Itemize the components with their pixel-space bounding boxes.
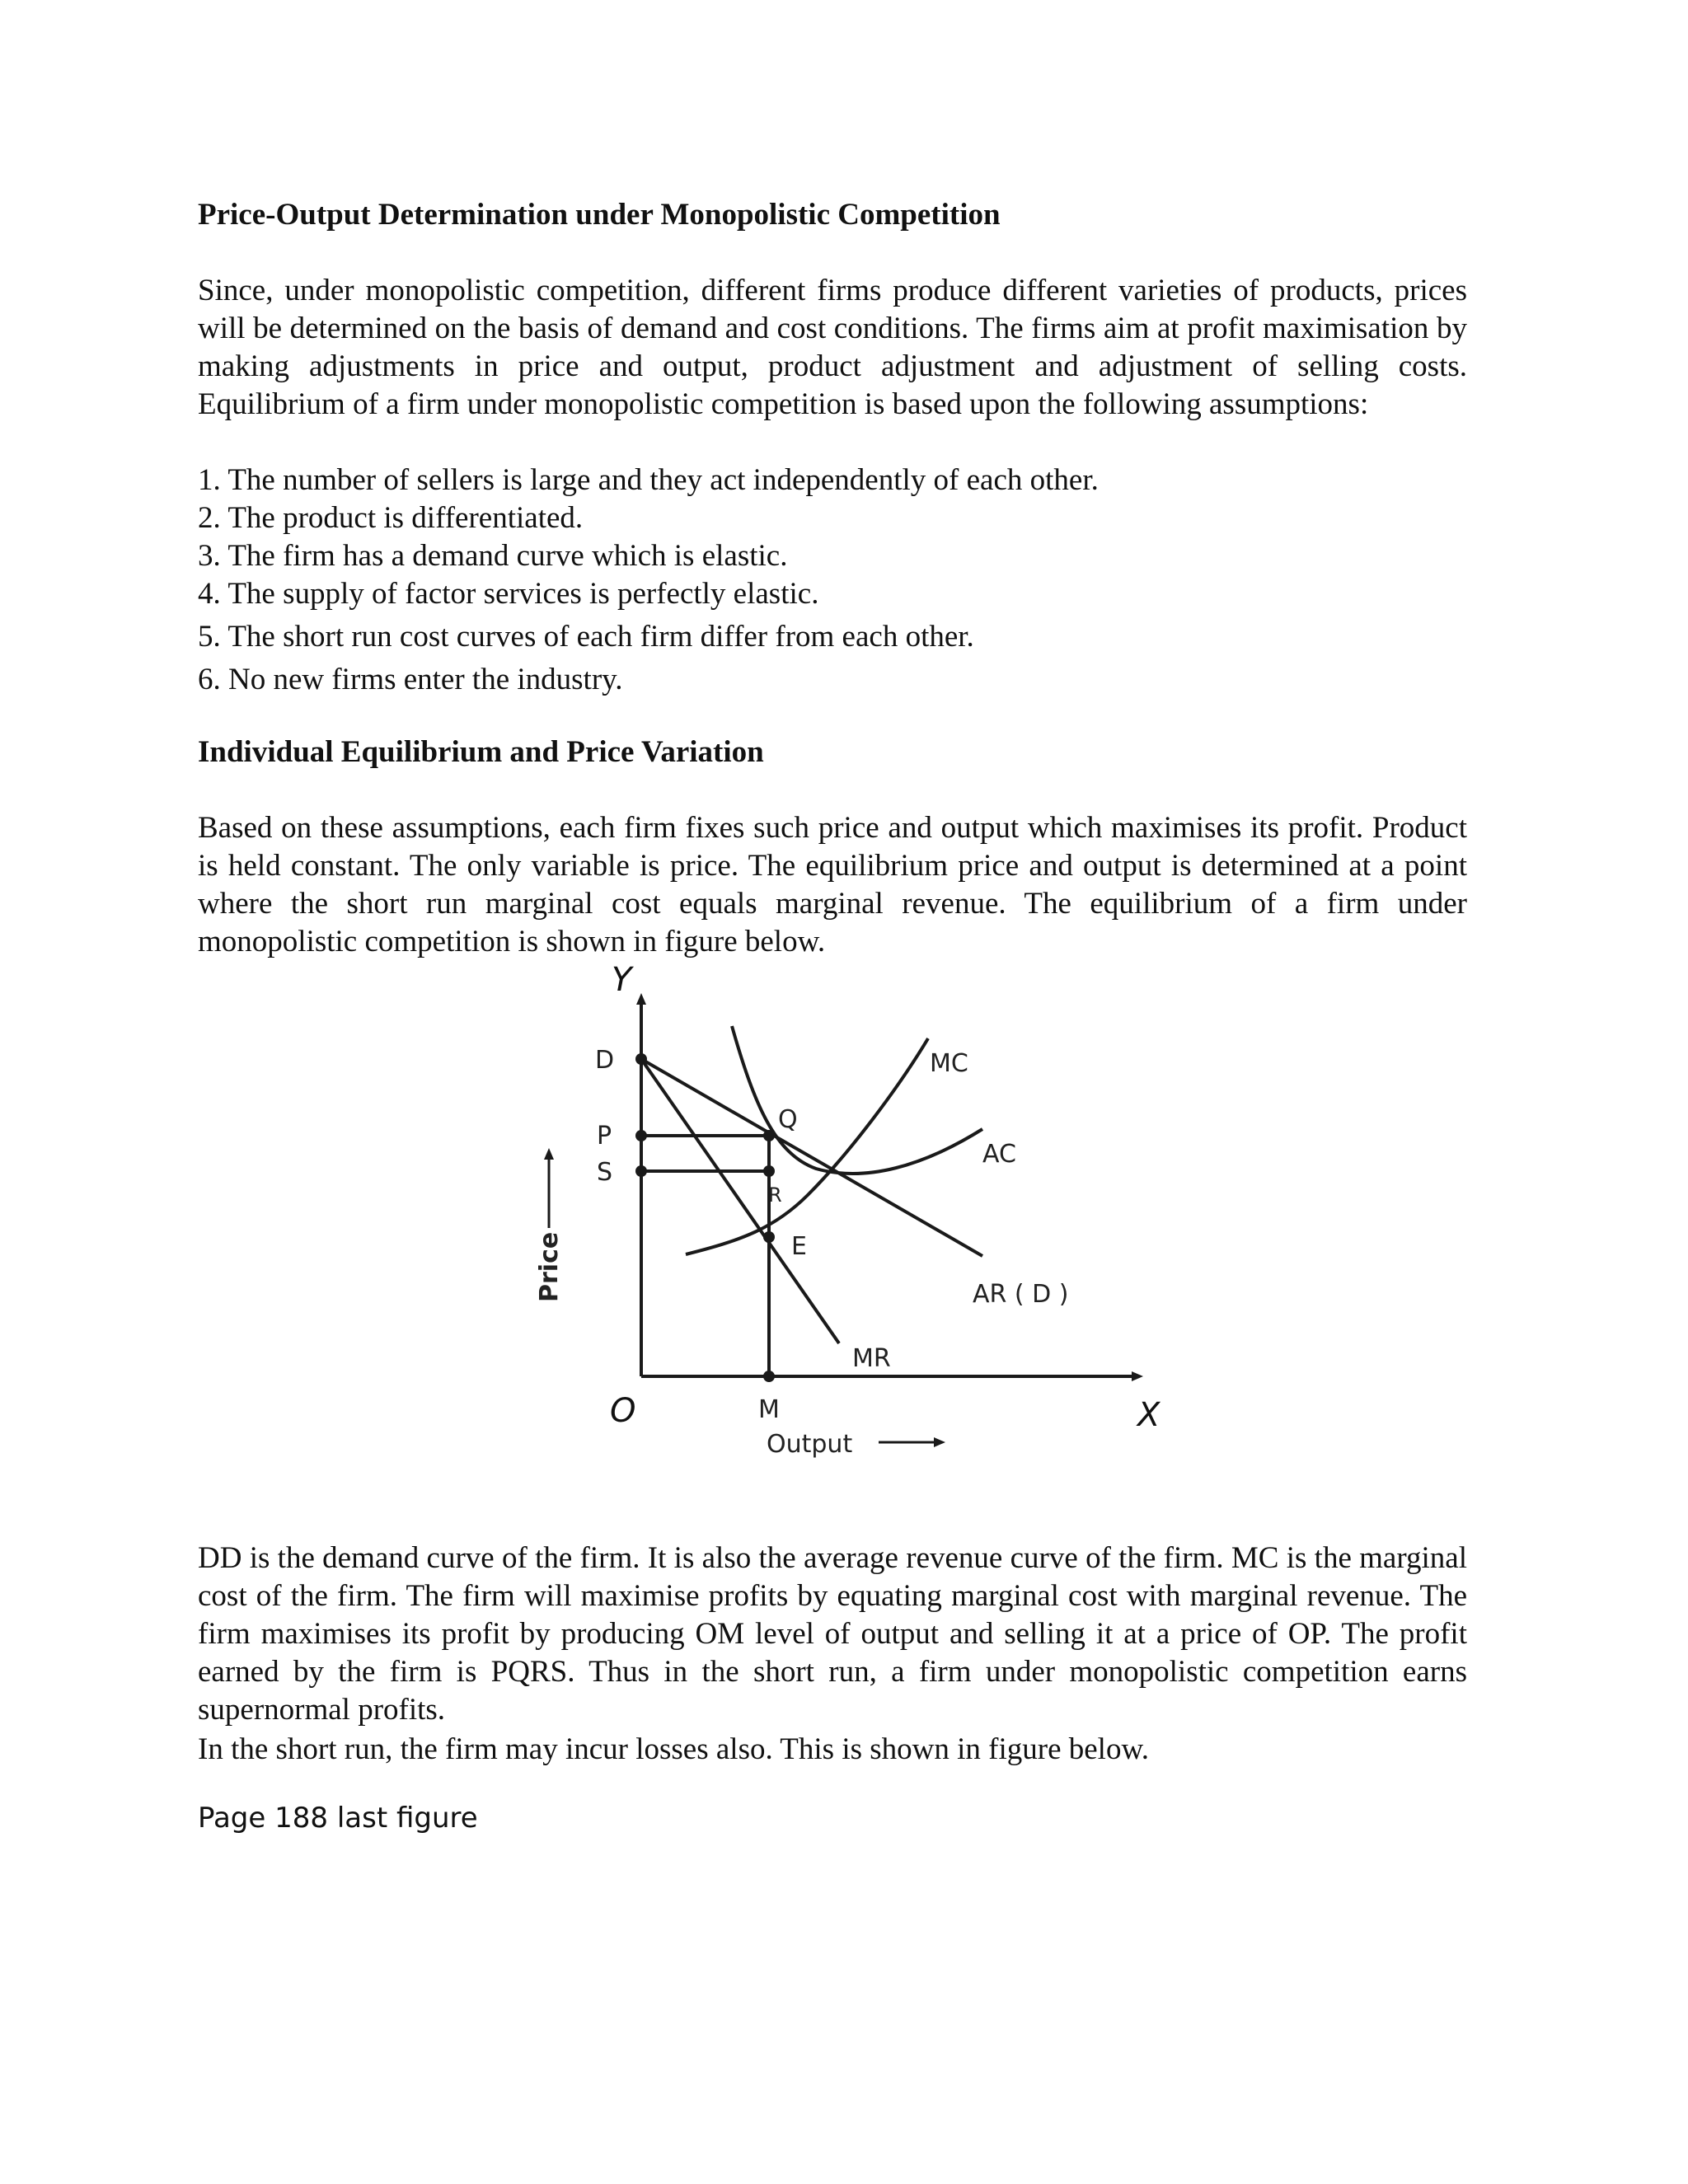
loss-sentence: In the short run, the firm may incur losses also. This is shown in figure below. — [198, 1732, 1150, 1766]
list-item: 2. The product is differentiated. — [198, 501, 584, 535]
equilibrium-diagram — [478, 956, 1236, 1467]
label-e: E — [791, 1232, 807, 1261]
label-m: M — [758, 1395, 780, 1424]
section-heading: Price-Output Determination under Monopolistic Competition — [198, 198, 1001, 232]
x-axis-title: Output — [767, 1430, 853, 1459]
label-s: S — [597, 1158, 613, 1187]
assumptions-list — [198, 462, 1467, 699]
point-e-dot — [763, 1231, 775, 1243]
mr-curve — [641, 1059, 839, 1343]
list-item: 3. The firm has a demand curve which is elastic. — [198, 539, 788, 573]
point-s-dot — [635, 1165, 647, 1177]
list-item: 1. The number of sellers is large and they act independently of each other. — [198, 463, 1099, 497]
label-mc: MC — [930, 1049, 968, 1078]
list-item: 4. The supply of factor services is perfectly elastic. — [198, 577, 819, 611]
mc-curve — [686, 1038, 928, 1254]
label-ar: AR ( D ) — [973, 1280, 1069, 1309]
label-ac: AC — [982, 1140, 1016, 1169]
label-d: D — [595, 1046, 615, 1075]
label-q: Q — [778, 1105, 798, 1134]
label-r: R — [768, 1183, 782, 1207]
label-p: P — [597, 1122, 612, 1151]
point-q-dot — [763, 1130, 775, 1141]
equilibrium-paragraph: Based on these assumptions, each firm fixes such price and output which maximises its profit. Product is held constant. The only variable is price. The equilibrium price and output is determined at a point where the short run marginal cost equals marginal revenue. The equilibrium of a firm under monopolistic competition is shown in figure below. — [198, 811, 1467, 958]
intro-paragraph: Since, under monopolistic competition, different firms produce different varieties of products, prices will be determined on the basis of demand and cost conditions. The firms aim at profit maximisation by making adjustments in price and output, product adjustment and adjustment of selling costs. Equilibrium of a firm under monopolistic competition is based upon the following assumptions: — [198, 274, 1467, 421]
x-axis-letter: X — [1137, 1396, 1160, 1434]
after-figure-paragraph: DD is the demand curve of the firm. It is also the average revenue curve of the firm. MC is the marginal cost of the firm. The firm will maximise profits by equating marginal cost with marginal revenue. The firm maximises its profit by producing OM level of output and selling it at a price of OP. The profit earned by the firm is PQRS. Thus in the short run, a firm under monopolistic competition earns supernormal profits. — [198, 1541, 1467, 1727]
list-item: 6. No new firms enter the industry. — [198, 663, 623, 696]
origin-label: O — [610, 1392, 636, 1430]
point-p-dot — [635, 1130, 647, 1141]
y-axis-letter: Y — [612, 961, 632, 999]
point-m-dot — [763, 1371, 775, 1382]
subsection-heading: Individual Equilibrium and Price Variation — [198, 735, 764, 769]
equilibrium-figure — [478, 956, 1236, 1467]
point-d-dot — [635, 1053, 647, 1065]
list-item: 5. The short run cost curves of each firm differ from each other. — [198, 620, 974, 654]
point-r-dot — [763, 1165, 775, 1177]
y-axis-title: Price — [535, 1231, 564, 1302]
label-mr: MR — [852, 1344, 891, 1373]
page-reference-note: Page 188 last figure — [198, 1802, 478, 1835]
